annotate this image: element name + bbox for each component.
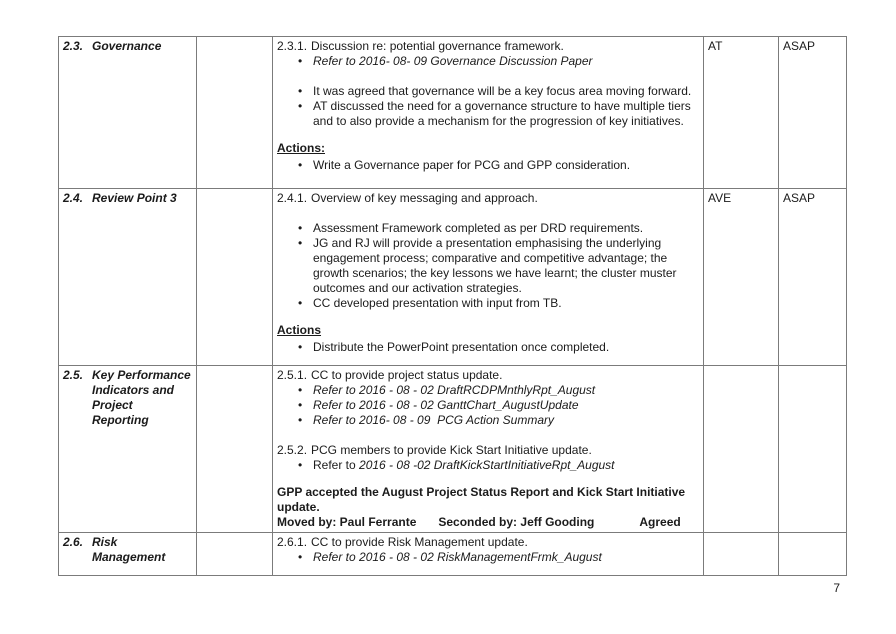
- section-title-cell: [59, 189, 197, 366]
- bullet-text: Refer to 2016- 08- 09 Governance Discussion Paper: [313, 54, 593, 68]
- discussion-cell: [273, 533, 704, 576]
- list-item: [277, 54, 699, 69]
- list-item: [277, 296, 699, 311]
- bullet-text: CC developed presentation with input from TB.: [313, 296, 562, 310]
- blank-line: [277, 206, 699, 221]
- bullet-text: Refer to 2016 - 08 - 02 DraftRCDPMnthlyRpt_August: [313, 383, 596, 397]
- when-cell: [779, 366, 847, 533]
- section-title-cell: [59, 366, 197, 533]
- when-cell: [779, 533, 847, 576]
- who-value: AVE: [708, 191, 732, 205]
- bullet-icon: •: [298, 99, 303, 113]
- item-number: 2.6.1.: [277, 535, 308, 549]
- bullet-text: Assessment Framework completed as per DRD requirements.: [313, 221, 644, 235]
- list-item: [277, 340, 699, 355]
- who-value: AT: [708, 39, 723, 53]
- section-title: [63, 39, 192, 54]
- item-text: Overview of key messaging and approach.: [311, 191, 538, 205]
- section-title-line: Reporting: [92, 413, 149, 427]
- section-title-line: Key Performance: [92, 368, 191, 382]
- bullet-icon: •: [298, 296, 303, 310]
- list-item: [277, 236, 699, 296]
- page-number: 7: [833, 581, 840, 595]
- table-row-governance: [59, 37, 847, 189]
- actions-heading: Actions:: [277, 141, 325, 155]
- list-item: [277, 398, 699, 413]
- numbered-item: [277, 191, 699, 206]
- bullet-icon: •: [298, 84, 303, 98]
- section-number: 2.6.: [63, 535, 84, 549]
- empty-cell: [197, 37, 273, 189]
- who-cell: [704, 37, 779, 189]
- bullet-icon: •: [298, 413, 303, 427]
- table-row-kpi-reporting: [59, 366, 847, 533]
- list-item: [277, 550, 699, 565]
- bullet-icon: •: [298, 398, 303, 412]
- numbered-item: [277, 535, 699, 550]
- item-number: 2.3.1.: [277, 39, 308, 53]
- bullet-text: Refer to 2016 - 08 - 02 GanttChart_AugustUpdate: [313, 398, 579, 412]
- bullet-icon: •: [298, 158, 303, 172]
- section-title-cell: [59, 533, 197, 576]
- list-item: [277, 458, 699, 473]
- item-number: 2.4.1.: [277, 191, 308, 205]
- list-item: [277, 84, 699, 99]
- item-text: CC to provide project status update.: [311, 368, 503, 382]
- who-cell: [704, 533, 779, 576]
- motion-line: [277, 515, 699, 530]
- discussion-cell: [273, 366, 704, 533]
- list-item: [277, 99, 699, 129]
- numbered-item: [277, 368, 699, 383]
- action-text: Write a Governance paper for PCG and GPP consideration.: [313, 158, 631, 172]
- seconded-by: Seconded by: Jeff Gooding: [438, 515, 595, 529]
- actions-heading: Actions: [277, 323, 322, 337]
- item-text: PCG members to provide Kick Start Initiative update.: [311, 443, 592, 457]
- bullet-text-italic: 2016 - 08 -02 DraftKickStartInitiativeRpt_August: [359, 458, 615, 472]
- action-text: Distribute the PowerPoint presentation once completed.: [313, 340, 610, 354]
- list-item: [277, 221, 699, 236]
- section-title-line: Governance: [92, 39, 162, 53]
- when-cell: [779, 37, 847, 189]
- section-number: 2.4.: [63, 191, 84, 205]
- section-title-line: Risk Management: [92, 535, 166, 564]
- bullet-text: Refer to 2016 - 08 - 02 RiskManagementFrmk_August: [313, 550, 602, 564]
- discussion-cell: [273, 189, 704, 366]
- empty-cell: [197, 366, 273, 533]
- discussion-cell: [273, 37, 704, 189]
- numbered-item: [277, 443, 699, 458]
- bullet-icon: •: [298, 236, 303, 250]
- when-value: ASAP: [783, 39, 816, 53]
- resolution-text: GPP accepted the August Project Status Report and Kick Start Initiative update.: [277, 485, 689, 514]
- section-number: 2.5.: [63, 368, 84, 382]
- agreed-label: Agreed: [639, 515, 681, 529]
- empty-cell: [197, 189, 273, 366]
- table-row-review-point: [59, 189, 847, 366]
- section-title: [63, 368, 192, 428]
- minutes-table: [58, 36, 847, 576]
- table-row-risk-management: [59, 533, 847, 576]
- bullet-text: JG and RJ will provide a presentation emphasising the underlying engagement process; comparative and competitive advantage; the growth scenarios; the key lessons we have learnt; the cluster muster outcomes and our activation strategies.: [313, 236, 680, 295]
- section-title-line: Review Point 3: [92, 191, 177, 205]
- item-number: 2.5.2.: [277, 443, 308, 457]
- when-cell: [779, 189, 847, 366]
- bullet-icon: •: [298, 54, 303, 68]
- bullet-icon: •: [298, 550, 303, 564]
- list-item: [277, 383, 699, 398]
- empty-cell: [197, 533, 273, 576]
- bullet-text-roman: Refer to: [313, 458, 360, 472]
- bullet-text: Refer to 2016- 08 - 09 PCG Action Summary: [313, 413, 554, 427]
- section-title-cell: [59, 37, 197, 189]
- bullet-text: AT discussed the need for a governance structure to have multiple tiers and to also provide a mechanism for the progression of key initiatives.: [313, 99, 695, 128]
- list-item: [277, 158, 699, 173]
- item-text: CC to provide Risk Management update.: [311, 535, 528, 549]
- who-cell: [704, 189, 779, 366]
- bullet-text: It was agreed that governance will be a key focus area moving forward.: [313, 84, 692, 98]
- item-text: Discussion re: potential governance framework.: [311, 39, 564, 53]
- bullet-icon: •: [298, 340, 303, 354]
- list-item: [277, 413, 699, 428]
- blank-line: [277, 69, 699, 84]
- bullet-icon: •: [298, 221, 303, 235]
- item-number: 2.5.1.: [277, 368, 308, 382]
- section-title-line: Project: [92, 398, 133, 412]
- section-title-line: Indicators and: [92, 383, 175, 397]
- bullet-text: [313, 458, 699, 473]
- when-value: ASAP: [783, 191, 816, 205]
- who-cell: [704, 366, 779, 533]
- numbered-item: [277, 39, 699, 54]
- blank-line: [277, 428, 699, 443]
- section-number: 2.3.: [63, 39, 84, 53]
- bullet-icon: •: [298, 458, 303, 472]
- section-title: [63, 535, 192, 565]
- bullet-icon: •: [298, 383, 303, 397]
- section-title: [63, 191, 192, 206]
- moved-by: Moved by: Paul Ferrante: [277, 515, 417, 529]
